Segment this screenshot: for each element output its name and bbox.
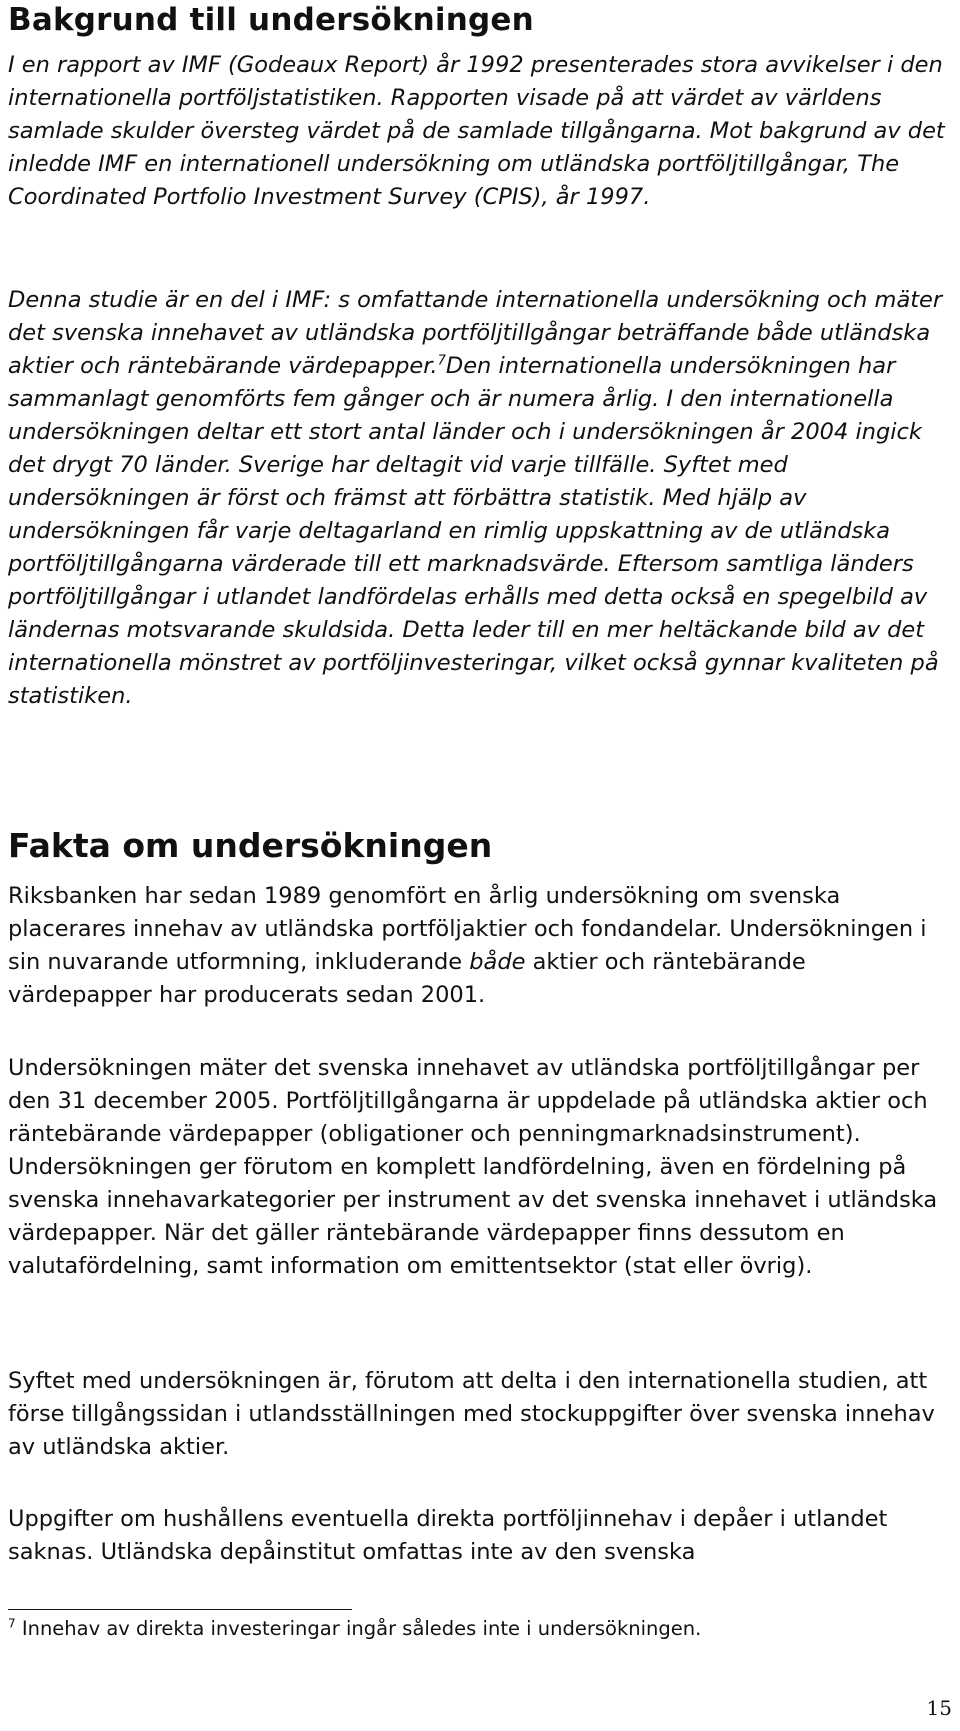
section-heading-facts: Fakta om undersökningen — [8, 826, 493, 865]
paragraph-riksbanken-survey — [8, 880, 956, 1012]
paragraph-text: Denna studie är en del i IMF: s omfattande internationella undersökning och mäter det svenska innehavet av utländska portföljtillgångar beträffande både utländska aktier och räntebärande värdepapper. — [8, 287, 943, 379]
paragraph-text: Riksbanken har sedan 1989 genomfört en årlig undersökning om svenska placerares innehav av utländska portföljaktier och fondandelar. Undersökningen i sin nuvarande utformning, inkluderande — [8, 883, 927, 975]
paragraph-survey-measures: Undersökningen mäter det svenska innehavet av utländska portföljtillgångar per den 31 december 2005. Portföljtillgångarna är uppdelade på utländska aktier och räntebärande värdepapper (obligationer och penningmarknadsinstrument). Undersökningen ger förutom en komplett landfördelning, även en fördelning på svenska innehavarkategorier per instrument av det svenska innehavet i utländska värdepapper. När det gäller räntebärande värdepapper finns dessutom en valutafördelning, samt information om emittentsektor (stat eller övrig). — [8, 1055, 938, 1279]
footnote-text: Innehav av direkta investeringar ingår således inte i undersökningen. — [15, 1617, 702, 1640]
paragraph-study-description — [8, 284, 956, 713]
section-heading-background: Bakgrund till undersökningen — [8, 2, 534, 38]
footnote-reference[interactable]: 7 — [437, 353, 446, 369]
paragraph-text-continued: aktier och räntebärande värdepapper har producerats sedan 2001. — [8, 949, 806, 1008]
paragraph-imf-report: I en rapport av IMF (Godeaux Report) år 1992 presenterades stora avvikelser i den internationella portföljstatistiken. Rapporten visade på att värdet av världens samlade skulder översteg värdet på de samlade tillgångarna. Mot bakgrund av det inledde IMF en internationell undersökning om utländska portföljtillgångar, The Coordinated Portfolio Investment Survey (CPIS), år 1997. — [8, 52, 945, 210]
footnote-divider — [8, 1609, 352, 1610]
footnote-marker: 7 — [8, 1616, 16, 1631]
paragraph-text-continued: Den internationella undersökningen har sammanlagt genomförts fem gånger och är numera årlig. I den internationella undersökningen deltar ett stort antal länder och i undersökningen år 2004 ingick det drygt 70 länder. Sverige har deltagit vid varje tillfälle. Syftet med undersökningen är först och främst att förbättra statistik. Med hjälp av undersökningen får varje deltagarland en rimlig uppskattning av de utländska portföljtillgångarna värderade till ett marknadsvärde. Eftersom samtliga länders portföljtillgångar i utlandet landfördelas erhålls med detta också en spegelbild av ländernas motsvarande skuldsida. Detta leder till en mer heltäckande bild av det internationella mönstret av portföljinvesteringar, vilket också gynnar kvaliteten på statistiken. — [8, 353, 939, 709]
emphasized-word: både — [469, 949, 526, 975]
page-number: 15 — [926, 1696, 952, 1720]
paragraph-survey-purpose: Syftet med undersökningen är, förutom att delta i den internationella studien, att förse tillgångssidan i utlandsställningen med stockuppgifter över svenska innehav av utländska aktier. — [8, 1368, 935, 1460]
footnote — [8, 1616, 701, 1642]
paragraph-household-holdings: Uppgifter om hushållens eventuella direkta portföljinnehav i depåer i utlandet saknas. Utländska depåinstitut omfattas inte av den svenska — [8, 1506, 888, 1565]
